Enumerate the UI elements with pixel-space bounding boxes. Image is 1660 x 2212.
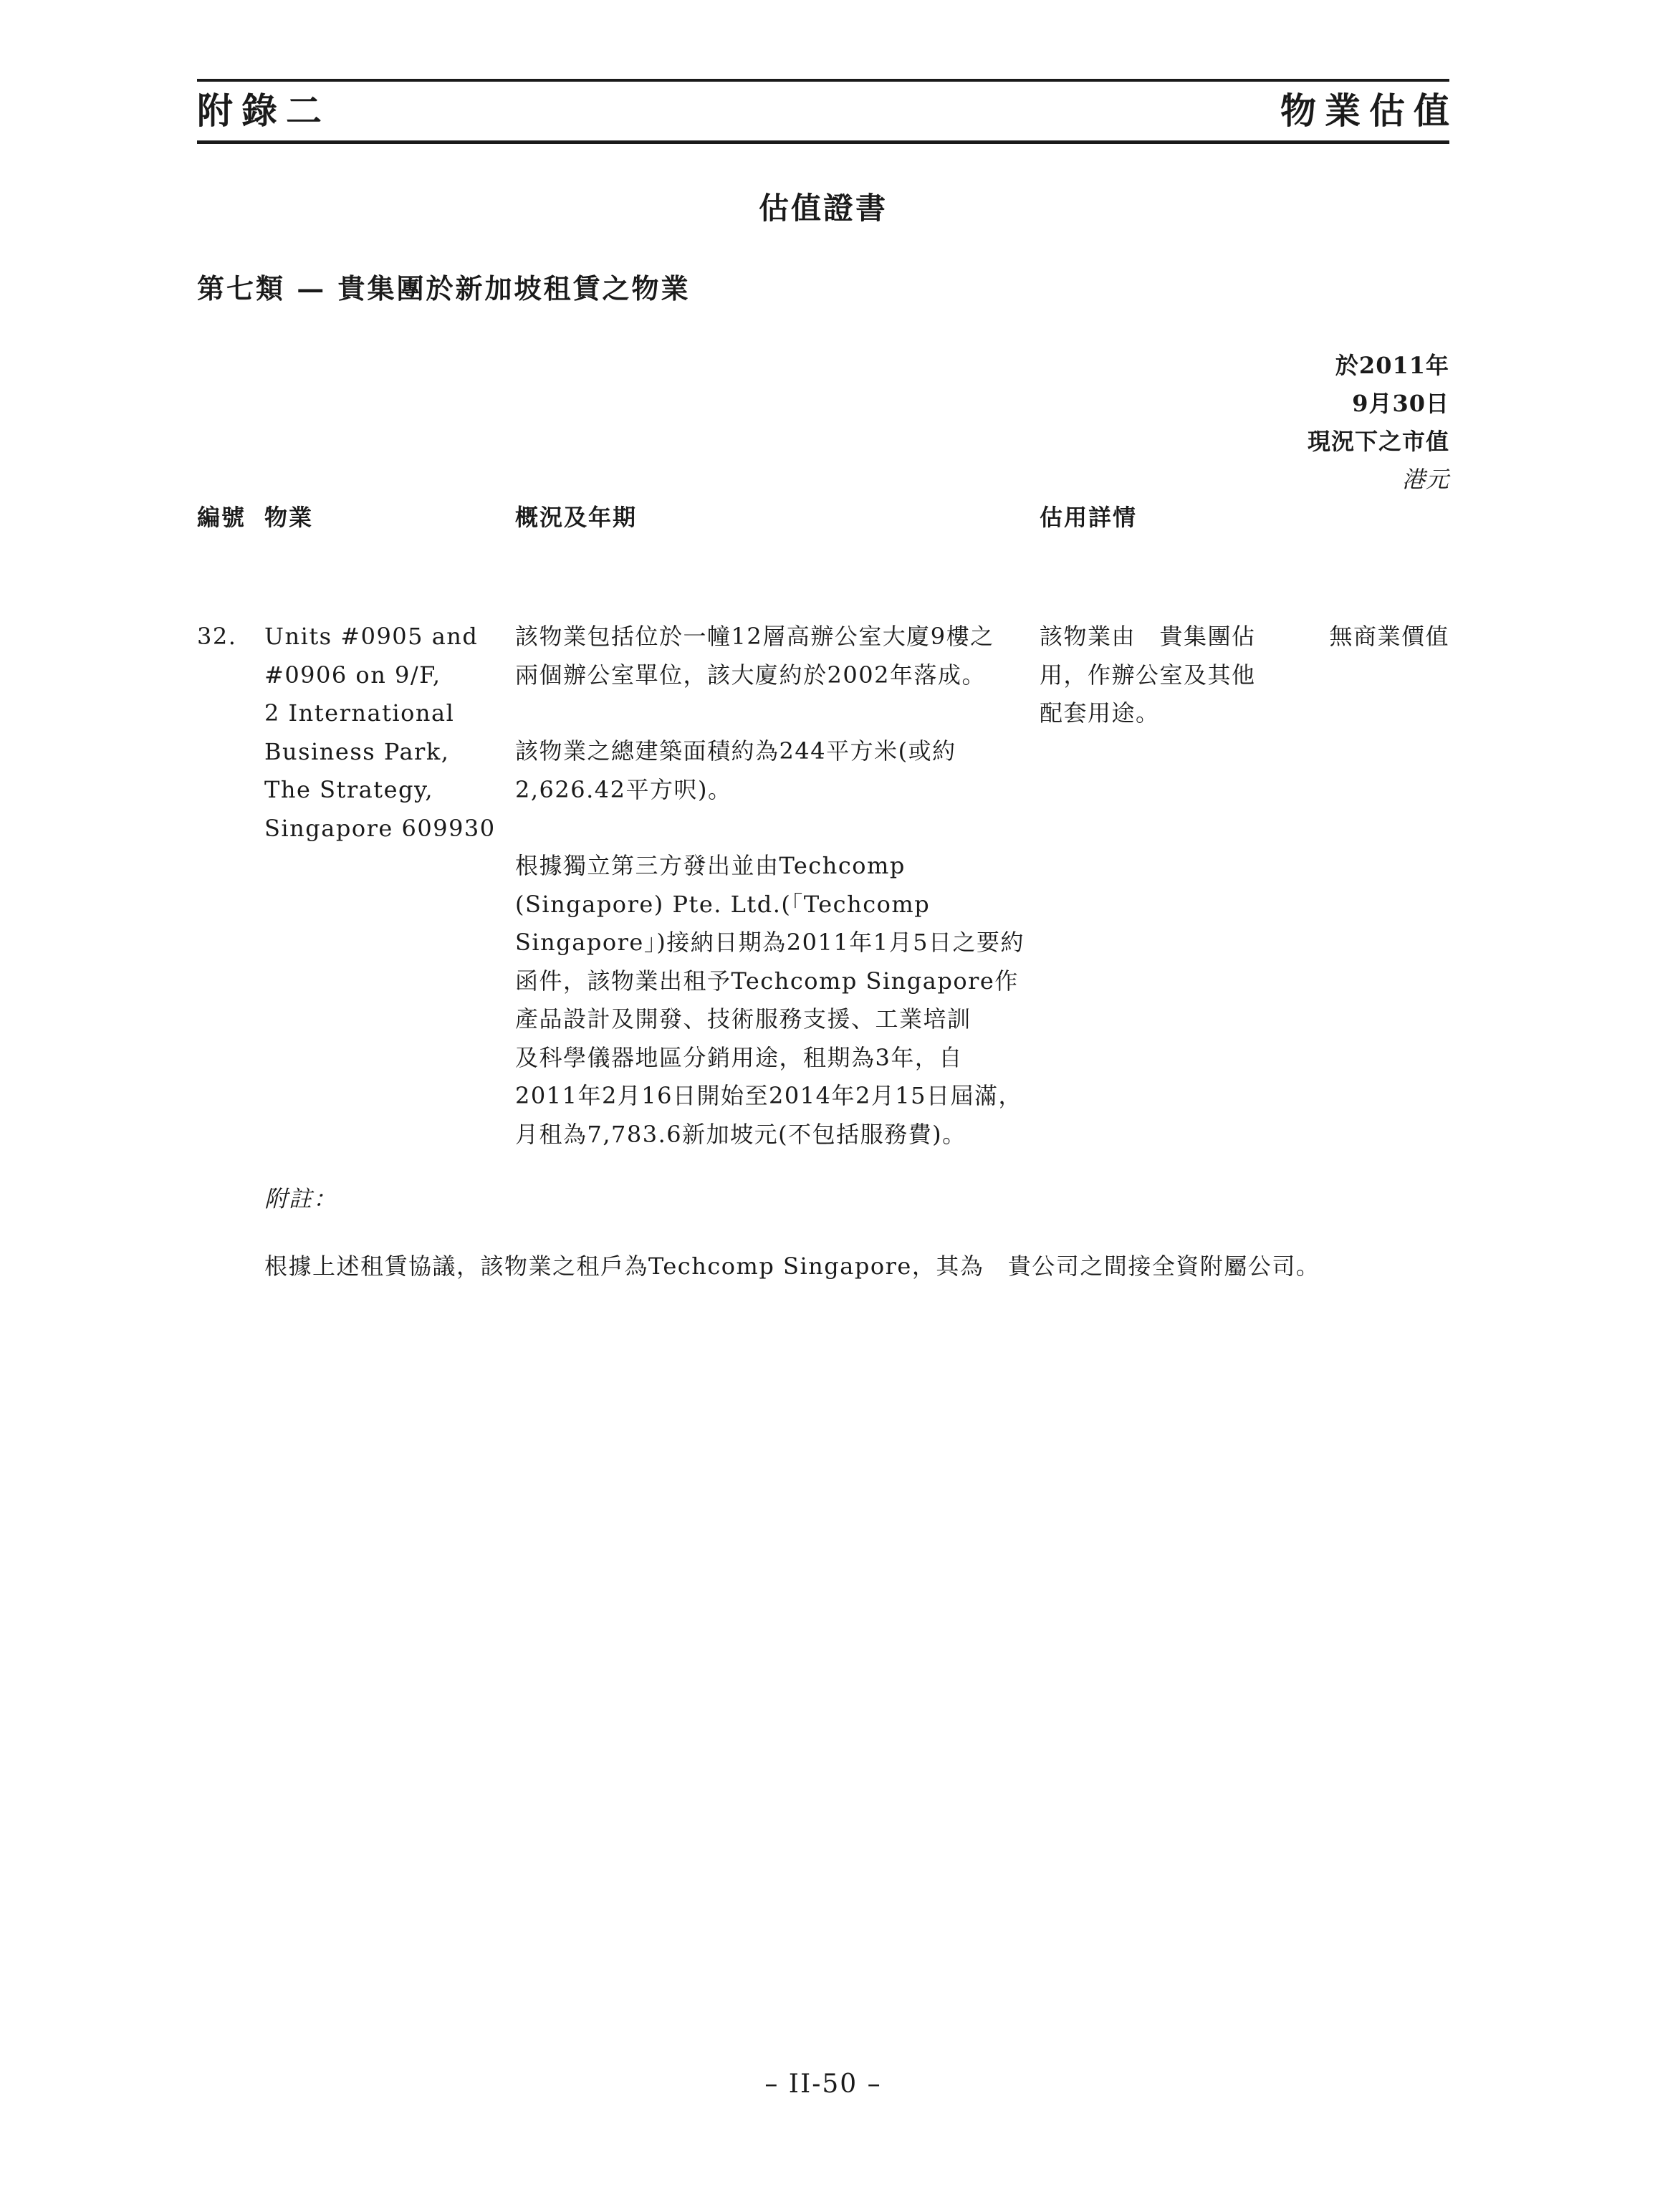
page-number: – II-50 –	[764, 2069, 882, 2099]
value-header-currency: 港元	[1401, 466, 1449, 493]
value-header-line-year: 於2011年	[1335, 352, 1449, 379]
value-header-line-label: 現況下之市值	[1307, 428, 1449, 455]
column-header-description: 概況及年期	[515, 504, 638, 531]
header-bottom-rule	[197, 140, 1449, 144]
value-header-line-date: 9月30日	[1352, 390, 1449, 417]
column-header-property: 物業	[264, 504, 314, 531]
column-header-number: 編號	[197, 504, 246, 531]
description-paragraph-area: 該物業之總建築面積約為244平方米(或約 2,626.42平方呎)。	[515, 737, 956, 803]
property-address: Units #0905 and #0906 on 9/F, 2 International Business Park, The Strategy, Singapore 609930	[264, 623, 496, 842]
occupancy-details: 該物業由 貴集團佔 用，作辦公室及其他 配套用途。	[1040, 623, 1256, 727]
description-paragraph-tenancy: 根據獨立第三方發出並由Techcomp (Singapore) Pte. Ltd.(「Techcomp Singapore」)接納日期為2011年1月5日之要約 函件，該物業出租予Techcomp Singapore作 產品設計及開發、技術服務支援、工業培訓 及科學儀器地區分銷用途，租期為3年，自 2011年2月16日開始至2014年2月15日屆滿， 月租為7,783.6新加坡元(不包括服務費)。	[515, 852, 1025, 1148]
market-value: 無商業價值	[1329, 623, 1449, 650]
column-header-occupancy: 估用詳情	[1040, 504, 1138, 531]
section-heading: 物業估值	[1280, 90, 1458, 132]
description-paragraph-building: 該物業包括位於一幢12層高辦公室大廈9樓之 兩個辦公室單位，該大廈約於2002年落成。	[515, 623, 994, 689]
column-header-market-value	[1308, 347, 1449, 499]
notes-label: 附註：	[264, 1185, 338, 1212]
property-number: 32.	[197, 623, 237, 650]
property-description	[515, 618, 1031, 1154]
notes-text: 根據上述租賃協議，該物業之租戶為Techcomp Singapore，其為 貴公司之間接全資附屬公司。	[264, 1253, 1320, 1280]
header-top-rule	[197, 79, 1449, 82]
document-page	[197, 79, 1458, 2157]
category-title: 第七類 — 貴集團於新加坡租賃之物業	[197, 272, 691, 305]
document-title: 估值證書	[758, 191, 888, 226]
appendix-label: 附錄二	[197, 90, 330, 132]
